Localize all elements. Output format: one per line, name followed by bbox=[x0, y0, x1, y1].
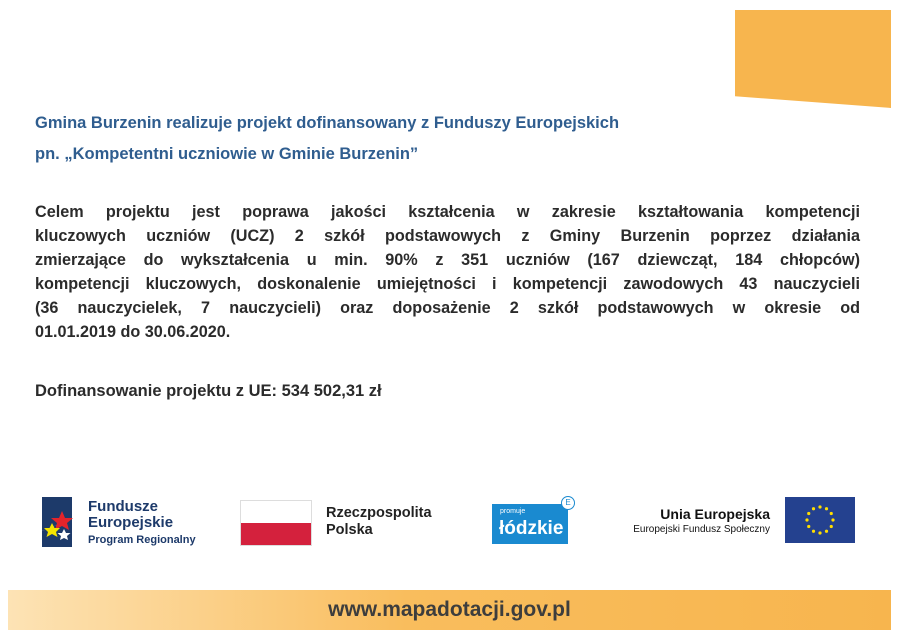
eu-star bbox=[818, 531, 821, 534]
eu-flag-icon bbox=[785, 497, 855, 543]
eu-star bbox=[812, 507, 815, 510]
eu-star bbox=[830, 512, 833, 515]
fe-line2: Europejskie bbox=[88, 514, 174, 531]
description-line: zmierzające do wykształcenia u min. 90% z 351 uczniów (167 dziewcząt, 184 chłopców) bbox=[35, 250, 860, 269]
eu-star bbox=[830, 525, 833, 528]
eu-star bbox=[807, 525, 810, 528]
description-line: 01.01.2019 do 30.06.2020. bbox=[35, 322, 231, 341]
eu-star bbox=[807, 512, 810, 515]
corner-accent bbox=[735, 10, 891, 108]
eu-star bbox=[805, 518, 808, 521]
eu-star bbox=[825, 507, 828, 510]
ue-line2: Europejski Fundusz Społeczny bbox=[633, 524, 770, 535]
eu-star bbox=[825, 530, 828, 533]
eu-star bbox=[812, 530, 815, 533]
funding-amount: Dofinansowanie projektu z UE: 534 502,31 zł bbox=[35, 382, 382, 400]
description-line: kompetencji kluczowych, doskonalenie umiejętności i kompetencji zawodowych 43 nauczycieli bbox=[35, 274, 860, 293]
rp-logo-text bbox=[326, 505, 432, 539]
fe-line3: Program Regionalny bbox=[88, 534, 196, 546]
lodz-badge: E bbox=[561, 496, 575, 510]
heading-line-2: pn. „Kompetentni uczniowie w Gminie Burzenin” bbox=[35, 145, 419, 163]
description-line: Celem projektu jest poprawa jakości kształcenia w zakresie kształtowania kompetencji bbox=[35, 203, 860, 221]
heading-line-1: Gmina Burzenin realizuje projekt dofinansowany z Funduszy Europejskich bbox=[35, 114, 620, 132]
lodzkie-logo bbox=[492, 504, 568, 544]
rp-line1: Rzeczpospolita bbox=[326, 505, 432, 521]
ue-logo-text bbox=[618, 505, 770, 537]
footer-url: www.mapadotacji.gov.pl bbox=[328, 598, 571, 621]
description-line: (36 nauczycielek, 7 nauczycieli) oraz doposażenie 2 szkół podstawowych w okresie od bbox=[35, 298, 860, 317]
fe-line1: Fundusze bbox=[88, 498, 158, 515]
eu-star bbox=[818, 505, 821, 508]
description-line: kluczowych uczniów (UCZ) 2 szkół podstawowych z Gminy Burzenin poprzez działania bbox=[35, 226, 860, 245]
lodz-big: łódzkie bbox=[499, 518, 564, 539]
fe-logo-text bbox=[88, 499, 196, 549]
polish-flag-icon bbox=[240, 500, 312, 546]
project-description bbox=[35, 201, 860, 344]
footer-bar bbox=[8, 590, 891, 630]
eu-star bbox=[831, 518, 834, 521]
lodz-small: promuje bbox=[500, 508, 526, 515]
ue-line1: Unia Europejska bbox=[660, 506, 770, 522]
rp-line2: Polska bbox=[326, 522, 373, 538]
